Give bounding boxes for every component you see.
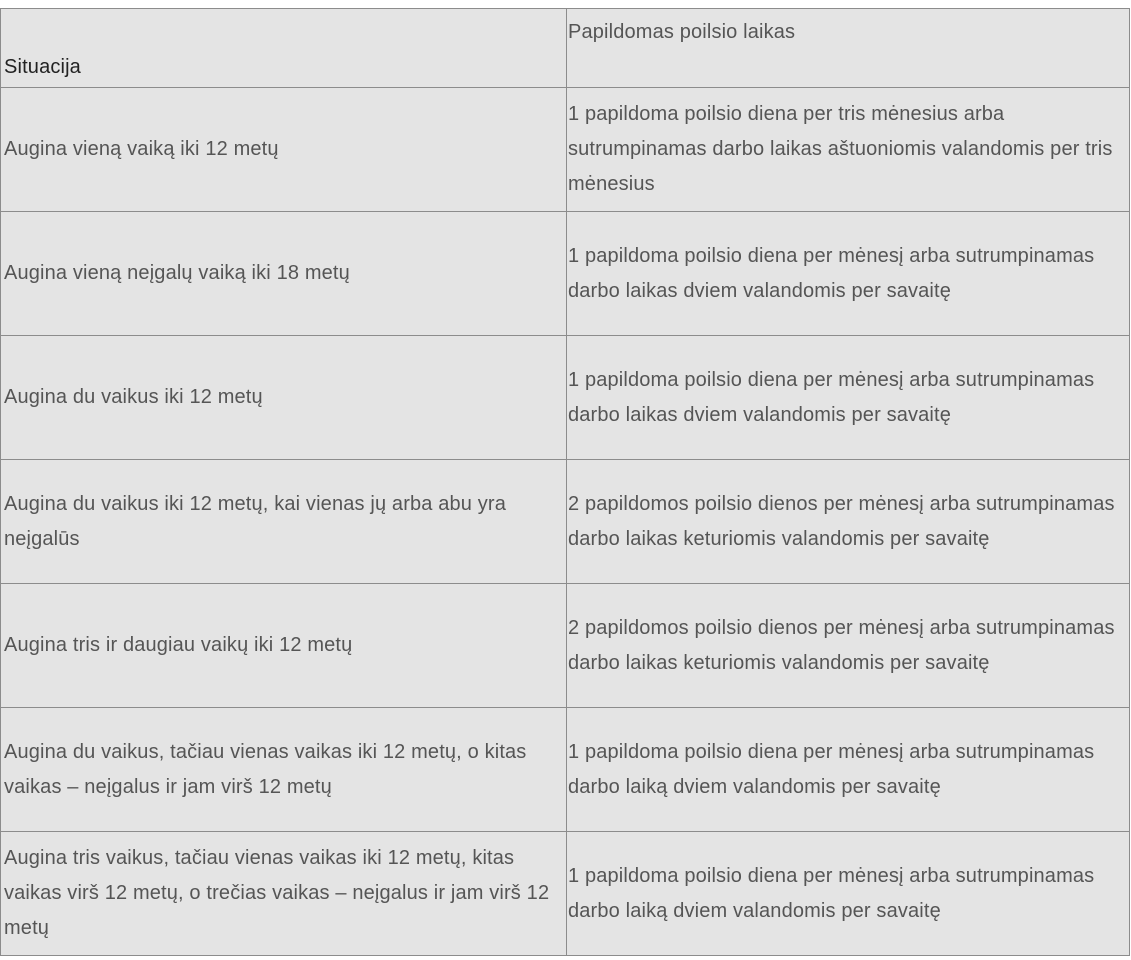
table-row [1, 336, 1130, 460]
table-row [1, 832, 1130, 956]
situation-cell: Augina vieną neįgalų vaiką iki 18 metų [1, 212, 567, 336]
rest-time-table [0, 8, 1130, 956]
table-header-row [1, 9, 1130, 88]
situation-cell: Augina tris ir daugiau vaikų iki 12 metų [1, 584, 567, 708]
table-row [1, 88, 1130, 212]
rest-cell: 1 papildoma poilsio diena per mėnesį arba sutrumpinamas darbo laiką dviem valandomis per savaitę [567, 708, 1130, 832]
situation-cell: Augina du vaikus iki 12 metų, kai vienas jų arba abu yra neįgalūs [1, 460, 567, 584]
rest-cell: 2 papildomos poilsio dienos per mėnesį arba sutrumpinamas darbo laikas keturiomis valandomis per savaitę [567, 460, 1130, 584]
rest-cell: 1 papildoma poilsio diena per mėnesį arba sutrumpinamas darbo laikas dviem valandomis per savaitę [567, 212, 1130, 336]
situation-cell: Augina du vaikus iki 12 metų [1, 336, 567, 460]
situation-cell: Augina du vaikus, tačiau vienas vaikas iki 12 metų, o kitas vaikas – neįgalus ir jam virš 12 metų [1, 708, 567, 832]
table-row [1, 460, 1130, 584]
header-situation: Situacija [1, 9, 567, 88]
table-row [1, 708, 1130, 832]
header-additional-rest: Papildomas poilsio laikas [567, 9, 1130, 88]
situation-cell: Augina tris vaikus, tačiau vienas vaikas iki 12 metų, kitas vaikas virš 12 metų, o trečias vaikas – neįgalus ir jam virš 12 metų [1, 832, 567, 956]
rest-cell: 1 papildoma poilsio diena per mėnesį arba sutrumpinamas darbo laikas dviem valandomis per savaitę [567, 336, 1130, 460]
rest-cell: 1 papildoma poilsio diena per tris mėnesius arba sutrumpinamas darbo laikas aštuoniomis valandomis per tris mėnesius [567, 88, 1130, 212]
table-row [1, 212, 1130, 336]
table-row [1, 584, 1130, 708]
rest-time-table-container [0, 8, 1129, 956]
rest-cell: 1 papildoma poilsio diena per mėnesį arba sutrumpinamas darbo laiką dviem valandomis per savaitę [567, 832, 1130, 956]
rest-cell: 2 papildomos poilsio dienos per mėnesį arba sutrumpinamas darbo laikas keturiomis valandomis per savaitę [567, 584, 1130, 708]
situation-cell: Augina vieną vaiką iki 12 metų [1, 88, 567, 212]
